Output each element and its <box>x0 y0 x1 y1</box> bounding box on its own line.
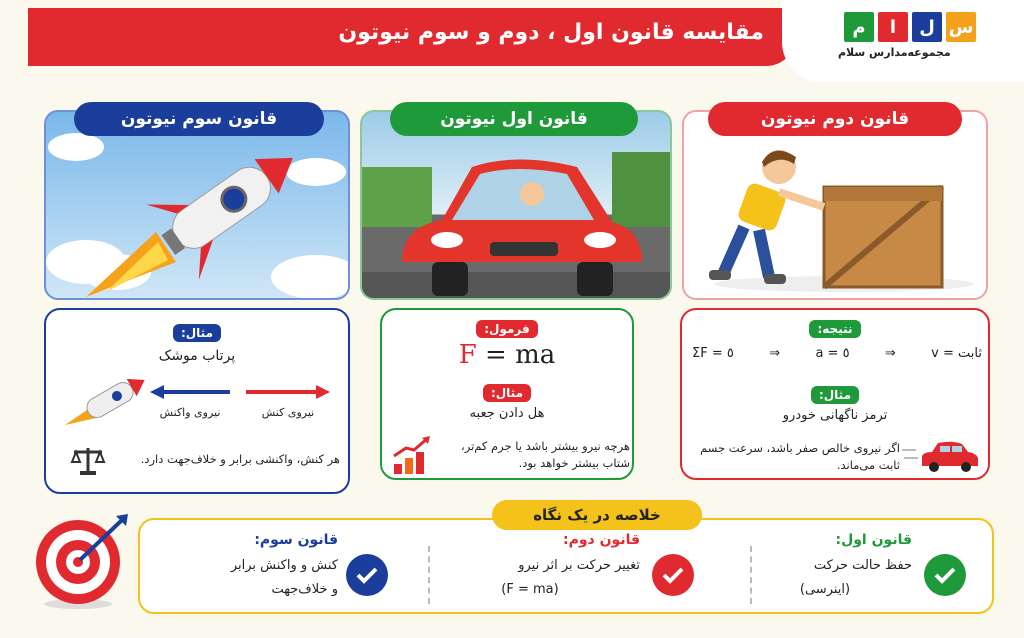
logo-tile: ا <box>878 12 908 42</box>
reaction-label: نیروی واکنش <box>159 406 221 419</box>
summary-line: حفظ حالت حرکت <box>813 558 912 573</box>
example-tag: مثال: <box>811 386 859 404</box>
second-law-card <box>680 308 990 480</box>
summary-heading-third: قانون سوم: <box>254 532 338 548</box>
third-example-text: پرتاب موشک <box>158 348 236 364</box>
equation-result: ثابت = v <box>931 346 982 361</box>
example-tag: مثال: <box>173 324 221 342</box>
growth-chart-icon <box>392 436 434 476</box>
divider <box>428 546 430 604</box>
example-tag: مثال: <box>483 384 531 402</box>
summary-heading-second: قانون دوم: <box>562 532 640 548</box>
push-box-illustration <box>684 112 988 300</box>
equation-row <box>692 346 982 361</box>
logo-subtitle: مجموعه‌مدارس سلام <box>838 46 951 59</box>
first-example-text: هل دادن جعبه <box>469 406 545 421</box>
equation-sum: ΣF = ٥ <box>692 346 734 361</box>
formula <box>382 340 632 370</box>
summary-heading-first: قانون اول: <box>835 532 912 548</box>
page-title: مقایسه قانون اول ، دوم و سوم نیوتون <box>338 20 764 45</box>
title-banner <box>28 8 796 66</box>
summary-line: کنش و واکنش برابر <box>230 558 338 573</box>
rocket-illustration <box>46 112 350 300</box>
third-law-card <box>44 308 350 494</box>
rocket-icon <box>60 370 150 430</box>
third-law-image <box>44 110 350 300</box>
first-law-title: قانون اول نیوتون <box>390 102 638 136</box>
balance-scale-icon <box>70 444 106 476</box>
logo-tile: س <box>946 12 976 42</box>
equation-accel: a = ٥ <box>815 346 850 361</box>
target-icon <box>30 512 130 612</box>
second-example-text: ترمز ناگهانی خودرو <box>782 408 888 423</box>
check-icon <box>346 554 388 596</box>
formula-force: F <box>458 340 477 370</box>
logo-tiles <box>844 12 976 42</box>
summary-title: خلاصه در یک نگاه <box>492 500 702 530</box>
car-illustration <box>362 112 672 300</box>
first-law-image <box>360 110 672 300</box>
check-icon <box>652 554 694 596</box>
logo <box>782 0 1024 82</box>
first-law-card <box>380 308 634 480</box>
third-law-title: قانون سوم نیوتون <box>74 102 324 136</box>
action-label: نیروی کنش <box>261 406 315 419</box>
check-icon <box>924 554 966 596</box>
second-law-image <box>682 110 988 300</box>
divider <box>750 546 752 604</box>
result-tag: نتیجه: <box>809 320 860 338</box>
logo-tile: م <box>844 12 874 42</box>
second-law-title: قانون دوم نیوتون <box>708 102 962 136</box>
action-arrow-icon <box>246 384 330 400</box>
equation-arrow: ⇒ <box>769 346 781 361</box>
first-note: هرچه نیرو بیشتر باشد یا جرم کم‌تر، شتاب بیشتر خواهد بود. <box>461 439 630 470</box>
car-icon <box>902 438 980 474</box>
summary-line: تغییر حرکت بر اثر نیرو <box>518 558 640 573</box>
summary-line: (اینرسی) <box>799 582 851 597</box>
summary-box <box>138 518 994 614</box>
logo-tile: ل <box>912 12 942 42</box>
summary-line: و خلاف‌جهت <box>271 582 338 597</box>
second-note: اگر نیروی خالص صفر باشد، سرعت جسم ثابت می‌ماند. <box>700 441 900 472</box>
summary-line: (F = ma) <box>501 582 559 597</box>
third-note: هر کنش، واکنشی برابر و خلاف‌جهت دارد. <box>140 452 340 466</box>
equation-arrow: ⇒ <box>884 346 896 361</box>
reaction-arrow-icon <box>150 384 230 400</box>
formula-tag: فرمول: <box>476 320 538 338</box>
formula-rest: = ma <box>476 340 556 370</box>
